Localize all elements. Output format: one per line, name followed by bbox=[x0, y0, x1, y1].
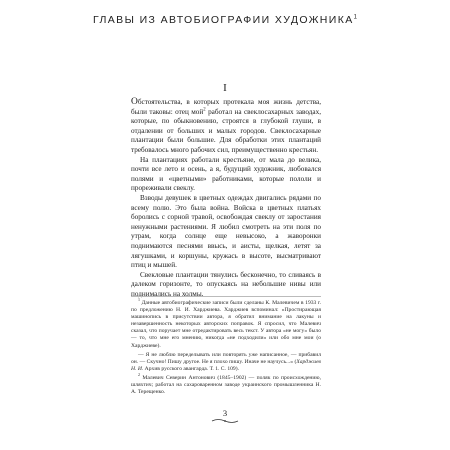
running-head-note-ref: 1 bbox=[353, 14, 357, 21]
paragraph-4: Свекловые плантации тянулись бесконечно, то сливаясь в далеком горизонте, то опускаясь на небольшие нивы или поднимались на холмы. bbox=[131, 270, 321, 298]
page-number: 3 bbox=[222, 408, 228, 418]
running-head-title: ГЛАВЫ ИЗ АВТОБИОГРАФИИ ХУДОЖНИКА bbox=[92, 14, 354, 26]
footnote-1: $^1$ Данные автобиографические записи были сделаны К. Малевичем в 1933 г. по предложению Н. И. Харджиева. Харджиев вспоминал: «Простирающая машинопись в присутствии автора, я обратил внимание на лакуны и незавершенность некоторых авторских поправок. Я спросил, что Малевич сказал, что поручает мне отредактировать весь текст. У автора «не могу» было — то, что мне его мнению, никогда «не подходили» или обо мне мои (о Харджиеве). bbox=[131, 297, 321, 349]
footnote-2: $^2$ Малевич Северин Антонович (1845–1902) — поляк по происхождению, шляхтич; работал на сахароваренном заводе украинского промышленника Н. А. Терещенко. bbox=[131, 372, 321, 396]
footnote-divider bbox=[131, 296, 321, 297]
ornament-icon bbox=[210, 418, 240, 424]
main-text bbox=[131, 98, 321, 299]
paragraph-2: На плантациях работали крестьяне, от мала до велика, почти все лето и осень, а я, будущий художник, любовался полями и «цветными» работниками, которые пололи и прореживали свеклу. bbox=[131, 155, 321, 193]
chapter-number: I bbox=[223, 82, 227, 94]
footnotes bbox=[131, 297, 321, 398]
paragraph-3: Взводы девушек в цветных одеждах двигались рядами по всему полю. Это была война. Войска в цветных платьях боролись с сорной травой, освобождая свеклу от заростания ненужными растениями. Я любил смотреть на эти поля по утрам, когда солнце еще невысоко, а жаворонки поднимаются песнями ввысь, и аисты, щелкая, летят за лягушками, и коршуны, кружась в высоте, высматривают птиц и мышей. bbox=[131, 193, 321, 270]
footnote-1-quote: — Я не люблю переделывать или повторять уже написанное, — прибавил он. — Скучно! Пишу другое. Не я плохо пишу. Иначе не научусь...» (Харджиев Н. И. Архив русского авангарда. Т. 1. С. 109). bbox=[131, 351, 321, 372]
paragraph-1: Обстоятельства, в которых протекала моя жизнь детства, были таковы: отец мой$^2$ работал на свеклосахарных заводах, которые, по обыкновению, строятся в глубокой глуши, в отдалении от больших и малых городов. Свеклосахарные плантации были большие. Для обработки этих плантаций требовалось много рабочих сил, преимущественно крестьян. bbox=[131, 97, 321, 154]
footnote-ref-2: 2 bbox=[203, 107, 206, 113]
running-head bbox=[0, 14, 450, 26]
